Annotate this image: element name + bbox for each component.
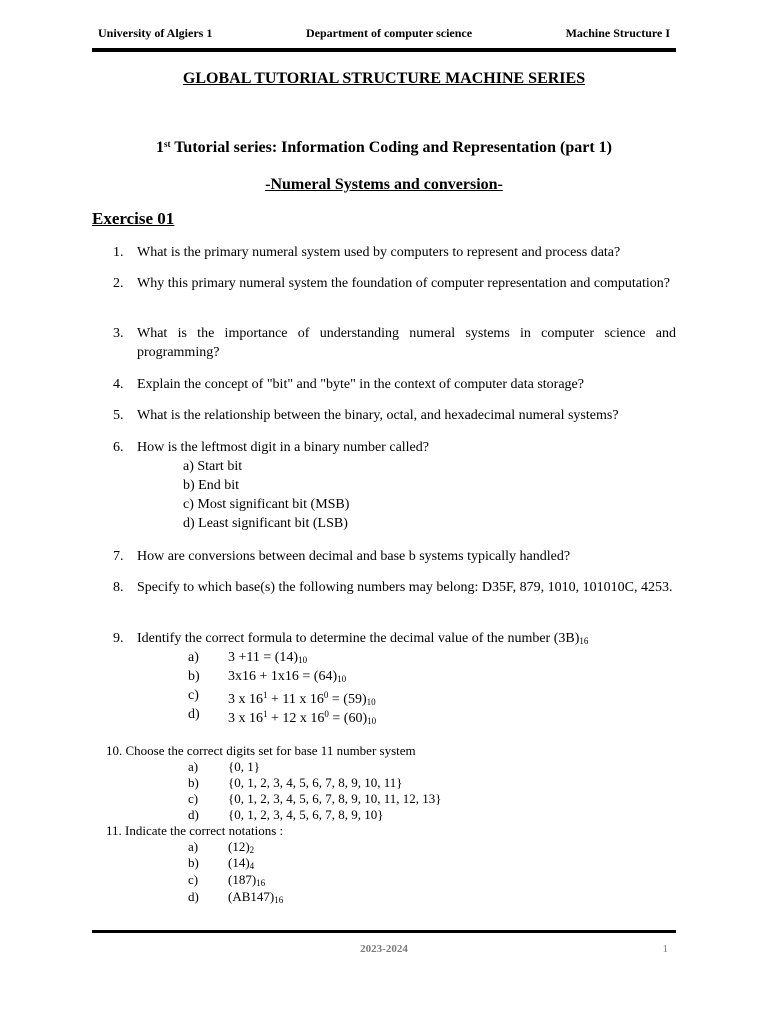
question-text: What is the primary numeral system used by computers to represent and process data? (137, 245, 621, 260)
option-text (228, 888, 283, 909)
option-label: c) (188, 791, 199, 806)
option-expr: + 11 x 16 (267, 692, 324, 707)
option-label: a) (188, 650, 199, 665)
page-title: GLOBAL TUTORIAL STRUCTURE MACHINE SERIES (182, 70, 586, 87)
question-text (137, 629, 588, 651)
header-course: Machine Structure I (565, 26, 670, 40)
option-label: b) (188, 669, 200, 684)
footer-year: 2023-2024 (360, 943, 408, 955)
option-exponent: 1 (263, 709, 268, 719)
question-text: How are conversions between decimal and base b systems typically handled? (137, 549, 571, 564)
question-9-text: Identify the correct formula to determine the decimal value of the number (3B) (137, 631, 580, 646)
footer-rule (92, 930, 676, 933)
question-6-option-d: d) Least significant bit (LSB) (183, 516, 348, 531)
question-6-option-a: a) Start bit (183, 459, 243, 474)
page-footer (92, 943, 676, 959)
header-university: University of Algiers 1 (98, 26, 213, 40)
option-exponent: 0 (323, 690, 329, 700)
option-label: c) (188, 872, 199, 887)
question-number: 2. (113, 276, 124, 291)
question-number: 3. (113, 326, 124, 341)
series-title (92, 139, 676, 157)
question-11: 11. Indicate the correct notations : (106, 823, 284, 838)
question-text: How is the leftmost digit in a binary number called? (137, 440, 429, 455)
question-10: 10. Choose the correct digits set for base 11 number system (106, 743, 416, 758)
option-text: {0, 1, 2, 3, 4, 5, 6, 7, 8, 9, 10, 11} (228, 775, 403, 790)
question-text: Specify to which base(s) the following numbers may belong: D35F, 879, 1010, 101010C, 4253. (137, 580, 673, 595)
series-number: 1 (156, 139, 164, 156)
question-6-option-b: b) End bit (183, 478, 239, 493)
series-ordinal: st (164, 139, 171, 149)
topic-title: -Numeral Systems and conversion- (265, 176, 503, 193)
option-label: b) (188, 775, 199, 790)
exercise-heading: Exercise 01 (92, 209, 175, 228)
header-rule (92, 48, 676, 52)
page-number: 1 (662, 943, 668, 955)
option-base: 4 (249, 861, 255, 871)
option-result-base: 10 (298, 655, 308, 665)
question-number: 1. (113, 245, 124, 260)
question-text: What is the relationship between the binary, octal, and hexadecimal numeral systems? (137, 408, 619, 423)
option-value: (187) (228, 872, 257, 887)
question-number: 9. (113, 631, 124, 646)
option-value: (14) (228, 855, 250, 870)
option-label: a) (188, 839, 199, 854)
header-department: Department of computer science (306, 26, 473, 40)
option-expr: 3x16 + 1x16 = (64) (228, 669, 338, 684)
option-value: (12) (228, 839, 250, 854)
option-label: d) (188, 707, 200, 722)
option-expr: 3 x 16 (228, 711, 263, 726)
option-base: 2 (249, 845, 255, 855)
question-number: 7. (113, 549, 124, 564)
option-expr: + 12 x 16 (267, 711, 325, 726)
question-number: 8. (113, 580, 124, 595)
option-label: a) (188, 759, 199, 774)
option-text (228, 705, 376, 731)
question-number: 5. (113, 408, 124, 423)
option-text: {0, 1, 2, 3, 4, 5, 6, 7, 8, 9, 10, 11, 12, 13} (228, 791, 442, 806)
question-text: What is the importance of understanding numeral systems in computer science and programming? (137, 326, 676, 360)
option-expr: 3 +11 = (14) (228, 650, 299, 665)
option-result-base: 10 (366, 697, 376, 707)
option-label: d) (188, 889, 199, 904)
option-text: {0, 1} (228, 759, 260, 774)
option-result-base: 10 (337, 674, 347, 684)
option-expr: = (59) (328, 692, 367, 707)
option-expr: 3 x 16 (228, 692, 263, 707)
option-value: (AB147) (228, 889, 275, 904)
option-exponent: 0 (324, 709, 329, 719)
option-exponent: 1 (263, 690, 268, 700)
series-title-text: Tutorial series: Information Coding and Representation (part 1) (170, 139, 612, 156)
option-base: 16 (274, 895, 284, 905)
option-expr: = (60) (328, 711, 368, 726)
question-text: Why this primary numeral system the foundation of computer representation and computation? (137, 276, 671, 291)
question-text: Explain the concept of "bit" and "byte" in the context of computer data storage? (137, 377, 584, 392)
question-number: 4. (113, 377, 124, 392)
page-header (98, 26, 670, 42)
option-result-base: 10 (367, 716, 377, 726)
question-6-option-c: c) Most significant bit (MSB) (183, 497, 350, 512)
option-label: d) (188, 807, 199, 822)
option-label: c) (188, 688, 199, 703)
question-9-base: 16 (579, 636, 589, 646)
option-text: {0, 1, 2, 3, 4, 5, 6, 7, 8, 9, 10} (228, 807, 384, 822)
question-number: 6. (113, 440, 124, 455)
option-base: 16 (256, 878, 266, 888)
option-label: b) (188, 855, 199, 870)
